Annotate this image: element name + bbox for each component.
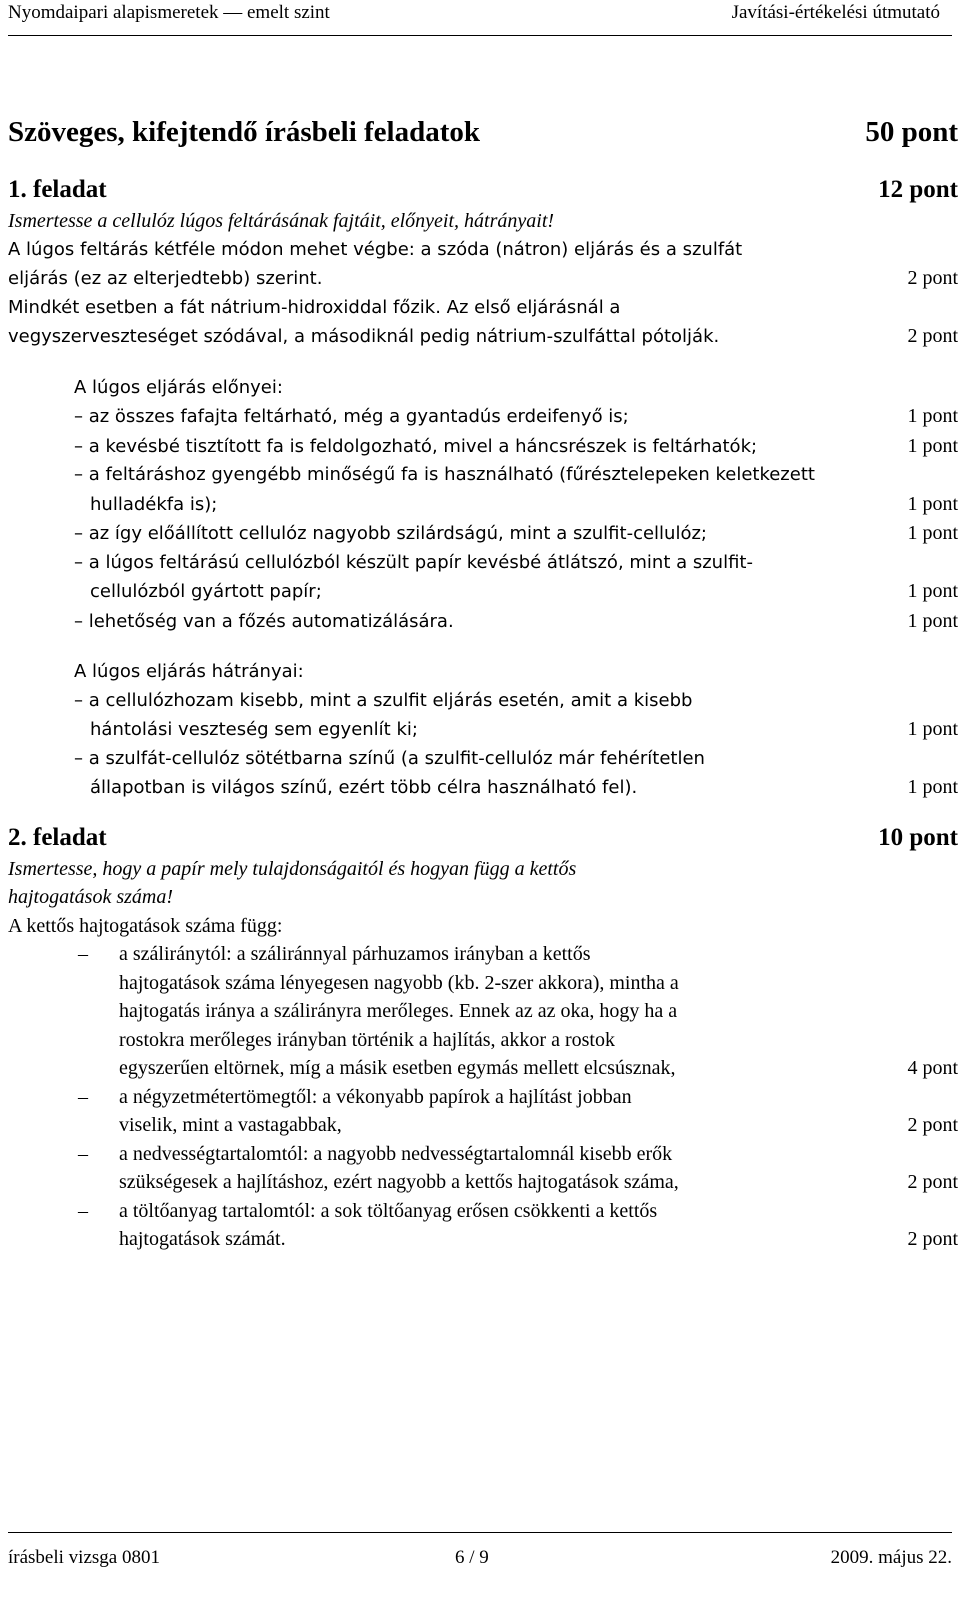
points: 2 pont xyxy=(907,325,958,347)
list-item: – a töltőanyag tartalomtól: a sok töltőanyag erősen csökkenti a kettős hajtogatások számát. 2 pont xyxy=(8,1197,958,1254)
task1-intro xyxy=(8,236,958,352)
points: 1 pont xyxy=(907,776,958,798)
task2-heading xyxy=(8,821,958,855)
task1-question: Ismertesse a cellulóz lúgos feltárásának fajtáit, előnyeit, hátrányait! xyxy=(8,210,555,232)
document-body xyxy=(8,113,958,1254)
section-heading xyxy=(8,113,958,151)
points: 2 pont xyxy=(907,1114,958,1136)
footer-exam-code: írásbeli vizsga 0801 xyxy=(8,1547,160,1568)
points: 1 pont xyxy=(907,492,958,515)
points: 2 pont xyxy=(907,267,958,289)
advantage-item: – az így előállított cellulóz nagyobb szilárdságú, mint a szulfit-cellulóz; 1 pont xyxy=(74,519,958,549)
dash-marker: – xyxy=(78,1199,88,1222)
list-item: – a száliránytól: a száliránnyal párhuzamos irányban a kettős hajtogatások száma lényegesen nagyobb (kb. 2-szer akkora), mintha a hajtogatás iránya a szálirányra merőleges. Ennek az az oka, hogy ha a rostokra merőleges irányban történik a hajlítás, akkor a rostok egyszerűen eltörnek, míg a másik esetben egymás mellett elcsúsznak, 4 pont xyxy=(8,940,958,1083)
task2-intro: A kettős hajtogatások száma függ: xyxy=(8,914,283,937)
header-right: Javítási-értékelési útmutató xyxy=(731,2,940,23)
points: 2 pont xyxy=(907,1171,958,1193)
footer-date: 2009. május 22. xyxy=(830,1547,952,1568)
footer-rule xyxy=(8,1532,952,1533)
task2-points: 10 pont xyxy=(878,823,958,851)
disadvantage-item: hántolási veszteség sem egyenlít ki; 1 pont xyxy=(74,715,958,745)
disadvantage-item: állapotban is világos színű, ezért több célra használható fel). 1 pont xyxy=(74,773,958,803)
task1-title: 1. feladat xyxy=(8,176,107,203)
list-item: – a négyzetmétertömegtől: a vékonyabb papírok a hajlítást jobban viselik, mint a vastagabbak, 2 pont xyxy=(8,1083,958,1140)
section-title: Szöveges, kifejtendő írásbeli feladatok xyxy=(8,116,481,148)
header-left: Nyomdaipari alapismeretek — emelt szint xyxy=(8,2,330,23)
list-item: – a nedvességtartalomtól: a nagyobb nedvességtartalomnál kisebb erők szükségesek a hajlításhoz, ezért nagyobb a kettős hajtogatások száma, 2 pont xyxy=(8,1140,958,1197)
points: 1 pont xyxy=(907,609,958,632)
advantage-item: – a feltáráshoz gyengébb minőségű fa is használható (fűrésztelepeken keletkezett xyxy=(74,464,815,485)
task1-disadvantages xyxy=(8,658,958,803)
task1-advantages xyxy=(8,374,958,637)
advantages-title: A lúgos eljárás előnyei: xyxy=(74,376,283,398)
text-line: vegyszerveszteséget szódával, a másodiknál pedig nátrium-szulfáttal pótolják. 2 pont xyxy=(8,322,958,352)
points: 4 pont xyxy=(907,1057,958,1079)
text-line: A lúgos feltárás kétféle módon mehet végbe: a szóda (nátron) eljárás és a szulfát xyxy=(8,238,743,260)
task2-question: Ismertesse, hogy a papír mely tulajdonságaitól és hogyan függ a kettős hajtogatások száma! xyxy=(8,857,577,908)
advantage-item: – az összes fafajta feltárható, még a gyantadús erdeifenyő is; 1 pont xyxy=(74,402,958,432)
points: 1 pont xyxy=(907,718,958,740)
points: 1 pont xyxy=(907,580,958,602)
dash-marker: – xyxy=(78,943,88,965)
points: 1 pont xyxy=(907,434,958,457)
text-line: Mindkét esetben a fát nátrium-hidroxiddal főzik. Az első eljárásnál a xyxy=(8,296,621,318)
disadvantages-title: A lúgos eljárás hátrányai: xyxy=(74,661,304,682)
advantage-item: – lehetőség van a főzés automatizálására. 1 pont xyxy=(74,607,958,637)
advantage-item: cellulózból gyártott papír; 1 pont xyxy=(74,577,958,607)
task2-list xyxy=(8,940,958,1254)
dash-marker: – xyxy=(78,1085,88,1108)
header-rule xyxy=(8,35,952,36)
disadvantage-item: – a szulfát-cellulóz sötétbarna színű (a szulfit-cellulóz már fehérítetlen xyxy=(74,747,705,769)
section-points: 50 pont xyxy=(865,116,958,148)
task1-points: 12 pont xyxy=(878,176,958,203)
dash-marker: – xyxy=(78,1142,88,1165)
points: 2 pont xyxy=(907,1228,958,1250)
task1-heading xyxy=(8,173,958,207)
footer-page-number: 6 / 9 xyxy=(455,1547,489,1568)
points: 1 pont xyxy=(907,405,958,427)
text-line: eljárás (ez az elterjedtebb) szerint. 2 pont xyxy=(8,264,958,294)
points: 1 pont xyxy=(907,522,958,544)
advantage-item: – a lúgos feltárású cellulózból készült papír kevésbé átlátszó, mint a szulfit- xyxy=(74,551,753,573)
disadvantage-item: – a cellulózhozam kisebb, mint a szulfit eljárás esetén, amit a kisebb xyxy=(74,689,693,711)
advantage-item: hulladékfa is); 1 pont xyxy=(74,490,958,520)
task2-title: 2. feladat xyxy=(8,823,107,851)
advantage-item: – a kevésbé tisztított fa is feldolgozható, mivel a háncsrészek is feltárhatók; 1 pont xyxy=(74,432,958,462)
